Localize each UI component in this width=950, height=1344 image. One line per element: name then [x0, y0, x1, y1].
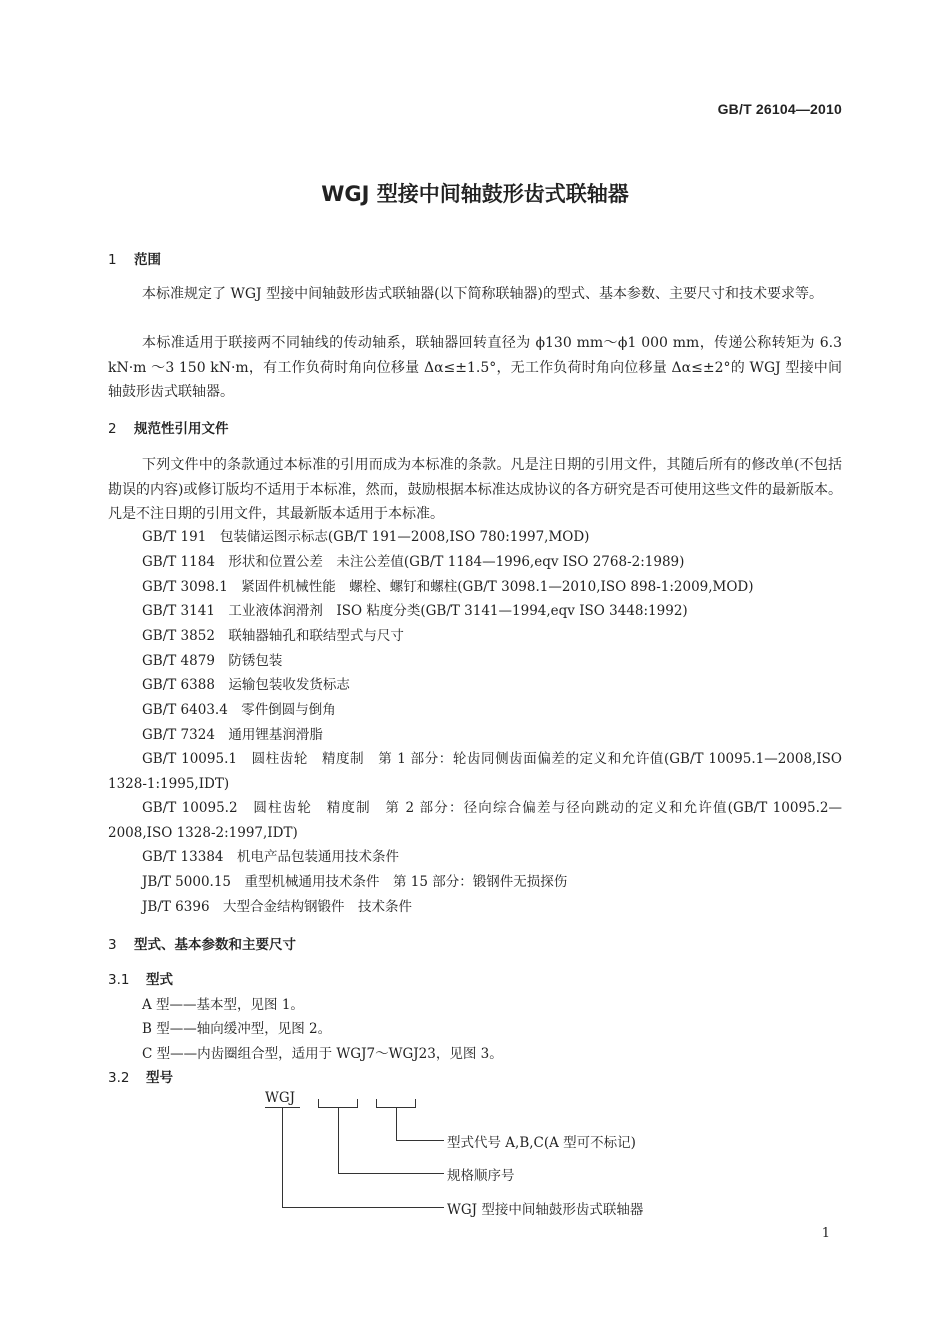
label-type-code: 型式代号 A,B,C(A 型可不标记) — [447, 1135, 636, 1151]
subsection-number: 3.1 — [108, 972, 130, 988]
section-1-paragraph-1: 本标准规定了 WGJ 型接中间轴鼓形齿式联轴器(以下简称联轴器)的型式、基本参数、主要尺寸和技术要求等。 — [142, 286, 824, 302]
reference-item: GB/T 3852 联轴器轴孔和联结型式与尺寸 — [142, 628, 404, 644]
reference-item: GB/T 3141 工业液体润滑剂 ISO 粘度分类(GB/T 3141—1994,eqv ISO 3448:1992) — [142, 603, 688, 619]
label-spec-sequence: 规格顺序号 — [447, 1168, 515, 1184]
reference-item: JB/T 5000.15 重型机械通用技术条件 第 15 部分：锻钢件无损探伤 — [142, 874, 568, 890]
subsection-3-1-heading — [108, 968, 173, 988]
reference-item: GB/T 6388 运输包装收发货标志 — [142, 677, 350, 693]
page-title: WGJ 型接中间轴鼓形齿式联轴器 — [321, 182, 629, 206]
type-item: C 型——内齿圈组合型，适用于 WGJ7～WGJ23，见图 3。 — [142, 1046, 503, 1062]
leader-line-type — [396, 1108, 397, 1140]
reference-item: GB/T 191 包装储运图示标志(GB/T 191—2008,ISO 780:1997,MOD) — [142, 529, 590, 545]
document-id: GB/T 26104—2010 — [717, 101, 842, 117]
subsection-number: 3.2 — [108, 1070, 130, 1086]
label-product-name: WGJ 型接中间轴鼓形齿式联轴器 — [447, 1202, 644, 1218]
reference-item: GB/T 6403.4 零件倒圆与倒角 — [142, 702, 336, 718]
reference-item: GB/T 1184 形状和位置公差 未注公差值(GB/T 1184—1996,eqv ISO 2768-2:1989) — [142, 554, 685, 570]
reference-item: GB/T 10095.1 圆柱齿轮 精度制 第 1 部分：轮齿同侧齿面偏差的定义和允许值(GB/T 10095.1—2008,ISO 1328-1:1995,IDT) — [108, 751, 842, 792]
subsection-3-2-heading — [108, 1066, 173, 1086]
type-item: B 型——轴向缓冲型，见图 2。 — [142, 1021, 332, 1037]
reference-item: GB/T 10095.2 圆柱齿轮 精度制 第 2 部分：径向综合偏差与径向跳动的定义和允许值(GB/T 10095.2—2008,ISO 1328-2:1997,IDT) — [108, 800, 842, 841]
section-title: 规范性引用文件 — [134, 421, 229, 437]
reference-item: GB/T 4879 防锈包装 — [142, 653, 283, 669]
section-3-heading — [108, 933, 296, 953]
section-2-heading — [108, 417, 229, 437]
page-number: 1 — [821, 1226, 830, 1241]
leader-line-name — [282, 1108, 283, 1207]
leader-line-type — [396, 1140, 444, 1141]
reference-item: GB/T 3098.1 紧固件机械性能 螺栓、螺钉和螺柱(GB/T 3098.1—2010,ISO 898-1:2009,MOD) — [142, 579, 754, 595]
section-number: 3 — [108, 937, 117, 953]
type-code-box — [376, 1099, 416, 1108]
reference-item: JB/T 6396 大型合金结构钢锻件 技术条件 — [142, 899, 413, 915]
section-1-heading — [108, 248, 161, 268]
section-2-intro: 下列文件中的条款通过本标准的引用而成为本标准的条款。凡是注日期的引用文件，其随后所有的修改单(不包括勘误的内容)或修订版均不适用于本标准，然而，鼓励根据本标准达成协议的各方研究是否可使用这些文件的最新版本。凡是不注日期的引用文件，其最新版本适用于本标准。 — [108, 457, 842, 523]
section-number: 1 — [108, 252, 117, 268]
leader-line-sequence — [338, 1108, 339, 1174]
reference-item: GB/T 7324 通用锂基润滑脂 — [142, 727, 323, 743]
section-title: 型式、基本参数和主要尺寸 — [134, 937, 296, 953]
section-1-paragraph-2: 本标准适用于联接两不同轴线的传动轴系，联轴器回转直径为 ϕ130 mm～ϕ1 000 mm，传递公称转矩为 6.3 kN·m ～3 150 kN·m，有工作负荷时角向位移量 Δα≤±1.5°，无工作负荷时角向位移量 Δα≤±2°的 WGJ 型接中间轴鼓形齿式联轴器。 — [108, 335, 842, 401]
designation-prefix: WGJ — [265, 1090, 296, 1106]
leader-line-sequence — [338, 1173, 444, 1174]
section-title: 范围 — [134, 252, 161, 268]
type-item: A 型——基本型，见图 1。 — [142, 997, 304, 1013]
leader-line-name — [282, 1207, 444, 1208]
subsection-title: 型式 — [146, 972, 173, 988]
spec-sequence-box — [318, 1099, 358, 1108]
subsection-title: 型号 — [146, 1070, 173, 1086]
section-number: 2 — [108, 421, 117, 437]
reference-item: GB/T 13384 机电产品包装通用技术条件 — [142, 849, 399, 865]
